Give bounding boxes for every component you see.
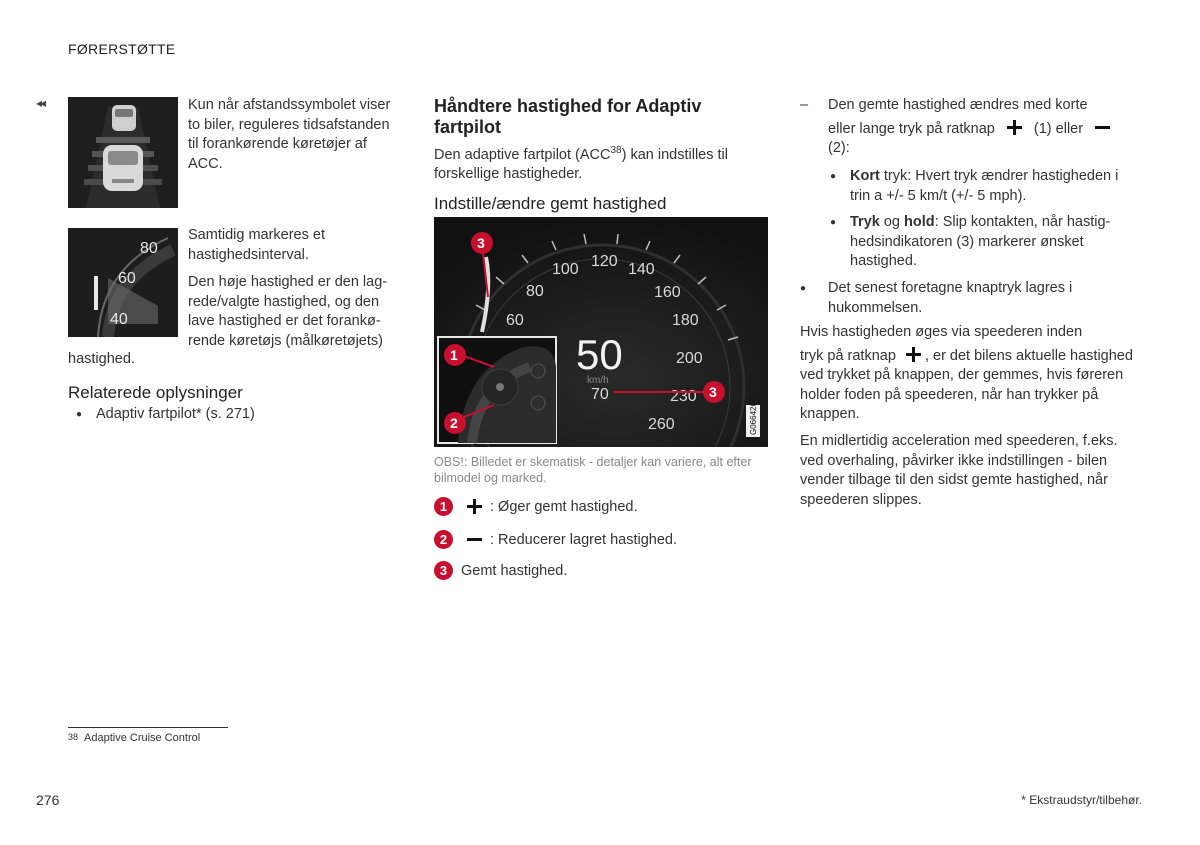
tick-label: 140 — [628, 261, 655, 278]
tick-label: 160 — [654, 284, 681, 301]
tick-label: 60 — [506, 312, 524, 329]
related-link[interactable]: ● Adaptiv fartpilot* (s. 271) — [68, 405, 255, 425]
figure-code: G066426 — [749, 402, 758, 435]
legend-text: Gemt hastighed. — [461, 562, 568, 579]
page-number: 276 — [36, 792, 60, 808]
bullet-short-press: ● Kort tryk: Hvert tryk ændrer hastigheden i trin a +/- 5 km/t (+/- 5 mph). — [830, 167, 1135, 206]
footnote-divider — [68, 727, 228, 728]
callout-label: 2 — [450, 415, 458, 431]
plus-icon — [1007, 120, 1022, 135]
legend-badge: 1 — [434, 497, 453, 516]
bullet-memory: ● Det senest foretagne knaptryk lagres i hukommelsen. — [800, 279, 1130, 318]
related-info-heading: Relaterede oplysninger — [68, 383, 243, 402]
tick-label: 120 — [591, 253, 618, 270]
section-heading: Håndtere hastighed for Adaptiv fartpilot — [434, 96, 702, 137]
paragraph-distance-symbol: Kun når afstandssymbolet viser to biler, reguleres tidsafstanden til forankørende køretøjer af ACC. — [188, 97, 391, 172]
set-speed: 70 — [591, 386, 609, 403]
accessory-note: * Ekstraudstyr/tilbehør. — [1021, 793, 1142, 807]
back-icon[interactable]: ◂◂ — [36, 96, 45, 110]
paragraph-continuation: hastighed. — [68, 351, 135, 367]
callout-label: 3 — [477, 235, 485, 251]
tick-label: 80 — [526, 283, 544, 300]
plus-icon — [467, 499, 482, 514]
intro-paragraph: Den adaptive fartpilot (ACC$^{38}$) kan indstilles til forskellige hastigheder. — [434, 145, 728, 183]
paragraph-high-low-speed: Den høje hastighed er den lagrede/valgte hastighed, og den lave hastighed er det forankørende køretøjs (målkøretøjets) — [188, 274, 388, 349]
tick-label: 100 — [552, 261, 579, 278]
current-speed: 50 — [576, 331, 623, 378]
footnote: 38 Adaptive Cruise Control — [68, 732, 201, 744]
paragraph-accelerator: Hvis hastigheden øges via speederen inden tryk på ratknap , er det bilens aktuelle hastighed ved trykket på knappen, der gemmes, hvis føreren holder foden på speederen, når han trykker på knappen. — [800, 324, 1133, 422]
callout-label: 1 — [450, 347, 458, 363]
legend-badge: 3 — [434, 561, 453, 580]
legend-badge: 2 — [434, 530, 453, 549]
section-title: FØRERSTØTTE — [68, 41, 176, 57]
paragraph-speed-interval: Samtidig markeres et hastighedsinterval. — [188, 227, 325, 263]
callout-label: 3 — [709, 384, 717, 400]
legend-text: : Reducerer lagret hastighed. — [490, 531, 677, 548]
legend-text: : Øger gemt hastighed. — [490, 498, 638, 515]
tick-label: 180 — [672, 312, 699, 329]
sub-bullets — [830, 167, 1135, 272]
bullet-press-hold: ● Tryk og hold: Slip kontakten, når hastighedsindikatoren (3) markerer ønsket hastighed. — [830, 213, 1135, 272]
distance-symbol-image — [68, 97, 178, 208]
dash-item: – Den gemte hastighed ændres med korte eller lange tryk på ratknap (1) eller (2): — [800, 96, 1135, 159]
speed-unit: km/h — [587, 375, 609, 386]
minus-icon — [1095, 120, 1110, 135]
gauge-label: 80 — [140, 240, 158, 257]
legend-item-2 — [434, 530, 677, 549]
footnote-ref[interactable]: 38 — [610, 145, 622, 156]
legend-item-3 — [434, 561, 567, 580]
tick-label: 200 — [676, 350, 703, 367]
tick-label: 260 — [648, 416, 675, 433]
plus-icon — [906, 347, 921, 362]
speed-interval-gauge-image — [68, 228, 178, 337]
minus-icon — [467, 532, 482, 547]
gauge-label: 60 — [118, 270, 136, 287]
paragraph-temporary-acceleration: En midlertidig acceleration med speederen, f.eks. ved overhaling, påvirker ikke indstillingen - bilen vender tilbage til den sidst gemte hastighed, når speederen slippes. — [800, 433, 1118, 508]
speedometer-figure — [434, 217, 768, 447]
figure-caption: OBS!: Billedet er skematisk - detaljer kan variere, alt efter bilmodel og marked. — [434, 455, 752, 485]
subheading: Indstille/ændre gemt hastighed — [434, 194, 667, 213]
legend-item-1 — [434, 497, 638, 516]
tick-label: 230 — [670, 388, 697, 405]
gauge-label: 40 — [110, 311, 128, 328]
